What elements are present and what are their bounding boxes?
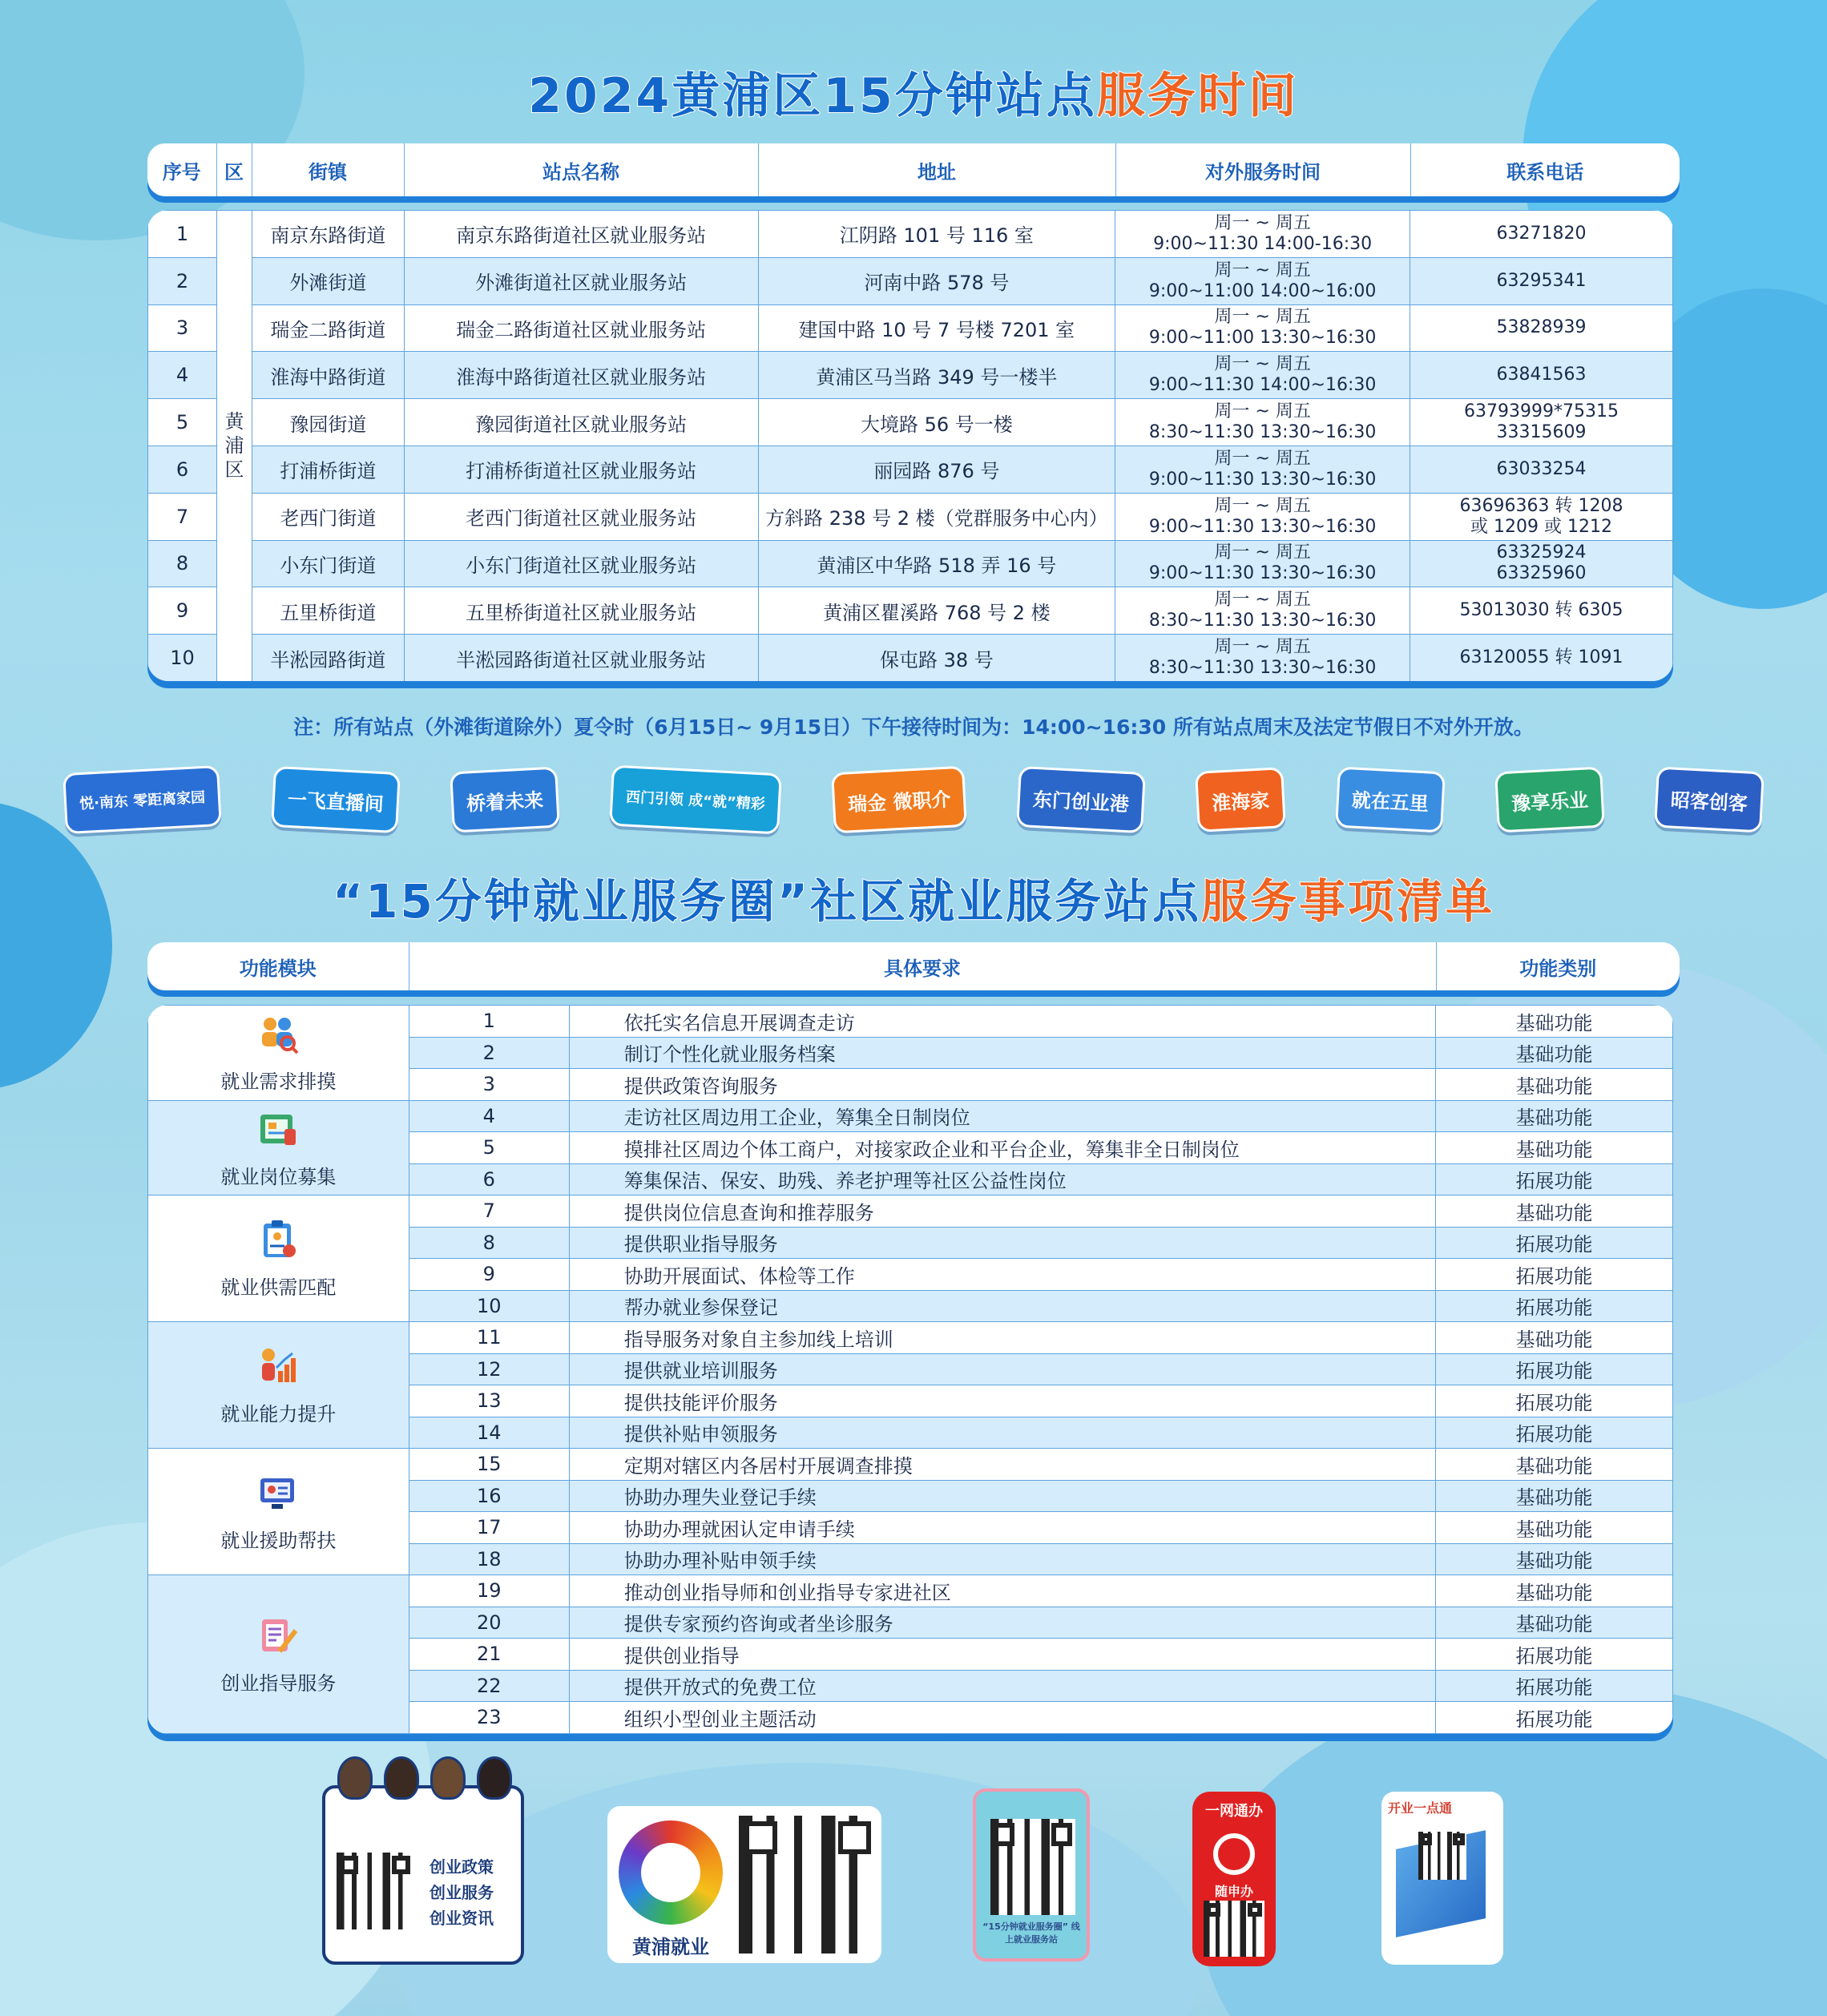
contact-phone: 53828939 <box>1410 304 1673 352</box>
service-days: 周一 ~ 周五 <box>1214 354 1311 375</box>
station-name: 瑞金二路街道社区就业服务站 <box>404 304 758 352</box>
district-label: 黄浦区 <box>224 410 244 482</box>
mascot-avatar <box>384 1756 419 1800</box>
station-address: 河南中路 578 号 <box>758 257 1115 304</box>
station-badge: 就在五里 <box>1335 767 1446 833</box>
column-header: 地址 <box>758 143 1115 196</box>
station-badge: 一飞直播间 <box>271 766 401 833</box>
service-time: 9:00~11:30 13:30~16:30 <box>1148 516 1377 537</box>
mascot-group <box>332 1756 518 1829</box>
street-name: 老西门街道 <box>252 493 404 540</box>
street-name: 淮海中路街道 <box>252 352 404 399</box>
module-content <box>148 1217 409 1300</box>
module-content <box>148 1107 409 1189</box>
item-requirement: 推动创业指导师和创业指导专家进社区 <box>569 1575 1435 1607</box>
contact-phone: 63793999*75315 33315609 <box>1410 399 1673 446</box>
table1-body <box>147 210 1673 681</box>
station-address: 江阴路 101 号 116 室 <box>758 211 1115 258</box>
station-badge: 桥着未来 <box>450 767 560 833</box>
qr-code[interactable] <box>1204 1901 1264 1957</box>
background-blob <box>0 801 112 1090</box>
station-name: 半淞园路街道社区就业服务站 <box>404 635 758 681</box>
service-days: 周一 ~ 周五 <box>1214 637 1311 658</box>
service-time-title <box>0 58 1827 127</box>
row-number: 6 <box>148 446 217 493</box>
card-caption: “15分钟就业服务圈” 线上就业服务站 <box>982 1921 1080 1945</box>
table-row <box>148 587 1673 635</box>
module-cell <box>148 1449 409 1575</box>
item-category: 基础功能 <box>1436 1322 1673 1354</box>
module-name: 创业指导服务 <box>220 1671 337 1695</box>
item-category: 拓展功能 <box>1436 1417 1673 1449</box>
item-requirement: 走访社区周边用工企业，筹集全日制岗位 <box>569 1100 1435 1132</box>
street-name: 五里桥街道 <box>252 587 404 635</box>
station-name: 南京东路街道社区就业服务站 <box>404 211 758 258</box>
module-content <box>148 1344 409 1426</box>
item-number: 18 <box>409 1543 569 1575</box>
station-badge: 淮海家 <box>1195 767 1286 833</box>
station-table <box>147 210 1673 681</box>
service-time: 9:00~11:30 13:30~16:30 <box>1148 563 1377 584</box>
service-days: 周一 ~ 周五 <box>1214 495 1311 516</box>
document-pen-icon <box>256 1613 300 1658</box>
service-time: 9:00~11:30 13:30~16:30 <box>1148 469 1377 490</box>
service-days: 周一 ~ 周五 <box>1214 401 1311 422</box>
station-badge: 昭客创客 <box>1654 767 1764 833</box>
station-address: 丽园路 876 号 <box>758 446 1115 493</box>
station-address: 保屯路 38 号 <box>758 635 1115 681</box>
module-name: 就业援助帮扶 <box>220 1530 337 1552</box>
title-main: 2024黄浦区15分钟站点 <box>528 68 1097 124</box>
item-number: 21 <box>409 1639 569 1671</box>
district-cell <box>216 211 252 682</box>
service-days: 周一 ~ 周五 <box>1214 542 1311 563</box>
item-number: 19 <box>409 1575 569 1607</box>
service-list-title <box>0 864 1827 931</box>
item-number: 4 <box>409 1100 569 1132</box>
qr-code[interactable] <box>1418 1832 1466 1880</box>
item-requirement: 协助办理就困认定申请手续 <box>569 1512 1435 1544</box>
row-number: 7 <box>148 493 217 540</box>
row-number: 5 <box>148 399 217 446</box>
module-cell <box>148 1006 409 1101</box>
item-category: 拓展功能 <box>1436 1353 1673 1385</box>
table-row <box>148 211 1673 258</box>
item-category: 拓展功能 <box>1436 1639 1673 1671</box>
module-name: 就业需求排摸 <box>220 1070 337 1094</box>
item-category: 基础功能 <box>1436 1069 1673 1101</box>
table-row <box>148 1006 1673 1038</box>
column-header: 街镇 <box>252 143 404 196</box>
table-row <box>148 493 1673 540</box>
gov-service-card <box>1192 1792 1276 1966</box>
table-row <box>148 446 1673 493</box>
service-hours <box>1115 399 1410 446</box>
item-category: 拓展功能 <box>1436 1163 1673 1195</box>
item-requirement: 协助办理补贴申领手续 <box>569 1543 1435 1575</box>
contact-phone: 63696363 转 1208 或 1209 或 1212 <box>1410 493 1673 540</box>
row-number: 3 <box>148 304 217 352</box>
item-requirement: 提供就业培训服务 <box>569 1353 1435 1385</box>
column-header: 对外服务时间 <box>1115 143 1410 196</box>
mascot-avatar <box>430 1756 466 1800</box>
table-row <box>148 1449 1673 1481</box>
contact-phone: 63271820 <box>1410 211 1673 258</box>
station-address: 大境路 56 号一楼 <box>758 399 1115 446</box>
item-requirement: 提供专家预约咨询或者坐诊服务 <box>569 1607 1435 1639</box>
item-category: 拓展功能 <box>1436 1670 1673 1702</box>
module-cell <box>148 1575 409 1734</box>
item-category: 拓展功能 <box>1436 1702 1673 1734</box>
street-name: 豫园街道 <box>252 399 404 446</box>
logo-inner <box>641 1843 700 1902</box>
item-number: 20 <box>409 1607 569 1639</box>
qr-code[interactable] <box>739 1816 877 1954</box>
item-category: 基础功能 <box>1436 1512 1673 1544</box>
summer-hours-note: 注：所有站点（外滩街道除外）夏令时（6月15日~ 9月15日）下午接待时间为：14:00~16:30 所有站点周末及法定节假日不对外开放。 <box>293 716 1534 739</box>
item-number: 15 <box>409 1449 569 1481</box>
item-requirement: 提供开放式的免费工位 <box>569 1670 1435 1702</box>
item-requirement: 筹集保洁、保安、助残、养老护理等社区公益性岗位 <box>569 1163 1435 1195</box>
street-name: 南京东路街道 <box>252 211 404 258</box>
table-row <box>148 1575 1673 1607</box>
table1-header <box>147 143 1680 196</box>
item-number: 2 <box>409 1037 569 1069</box>
item-requirement: 组织小型创业主题活动 <box>569 1702 1435 1734</box>
row-number: 1 <box>148 211 217 258</box>
item-number: 13 <box>409 1385 569 1417</box>
item-requirement: 指导服务对象自主参加线上培训 <box>569 1322 1435 1354</box>
item-requirement: 帮办就业参保登记 <box>569 1290 1435 1322</box>
street-name: 半淞园路街道 <box>252 635 404 681</box>
item-category: 基础功能 <box>1436 1607 1673 1639</box>
module-content <box>148 1011 409 1094</box>
station-badge: 悦·南东 零距离家园 <box>63 765 222 834</box>
item-requirement: 提供政策咨询服务 <box>569 1069 1435 1101</box>
card-label: 开业一点通 <box>1388 1800 1453 1816</box>
job-board-icon <box>256 1107 300 1151</box>
service-time: 8:30~11:30 13:30~16:30 <box>1148 611 1377 631</box>
item-category: 拓展功能 <box>1436 1385 1673 1417</box>
column-header: 站点名称 <box>404 143 758 196</box>
item-category: 拓展功能 <box>1436 1290 1673 1322</box>
table-row <box>148 540 1673 587</box>
clipboard-match-icon <box>256 1217 300 1262</box>
column-header: 功能类别 <box>1436 942 1680 990</box>
station-address: 黄浦区马当路 349 号一楼半 <box>758 352 1115 399</box>
station-name: 小东门街道社区就业服务站 <box>404 540 758 587</box>
row-number: 4 <box>148 352 217 399</box>
station-badge: 瑞金 微职介 <box>831 766 967 834</box>
station-badge: 豫享乐业 <box>1494 767 1605 833</box>
table2-body <box>147 1005 1673 1734</box>
item-category: 基础功能 <box>1436 1100 1673 1132</box>
item-requirement: 制订个性化就业服务档案 <box>569 1037 1435 1069</box>
item-requirement: 提供创业指导 <box>569 1639 1435 1671</box>
module-cell <box>148 1322 409 1449</box>
service-time: 9:00~11:00 13:30~16:30 <box>1148 328 1377 349</box>
growth-chart-icon <box>256 1344 300 1389</box>
item-number: 9 <box>409 1259 569 1291</box>
column-header: 区 <box>216 143 252 196</box>
station-address: 方斜路 238 号 2 楼（党群服务中心内） <box>758 493 1115 540</box>
module-cell <box>148 1195 409 1322</box>
item-requirement: 协助办理失业登记手续 <box>569 1480 1435 1512</box>
column-header: 联系电话 <box>1410 143 1680 196</box>
item-number: 11 <box>409 1322 569 1354</box>
service-hours <box>1115 211 1410 258</box>
item-category: 基础功能 <box>1436 1006 1673 1038</box>
item-number: 5 <box>409 1132 569 1164</box>
qr-code[interactable] <box>990 1819 1075 1915</box>
station-address: 黄浦区中华路 518 弄 16 号 <box>758 540 1115 587</box>
title-highlight: 服务事项清单 <box>1200 874 1494 929</box>
card-bottom-label: 随申办 <box>1214 1884 1253 1899</box>
station-badges <box>64 760 1763 840</box>
item-number: 17 <box>409 1512 569 1544</box>
module-name: 就业岗位募集 <box>220 1165 337 1188</box>
module-name: 就业能力提升 <box>220 1403 337 1425</box>
street-name: 小东门街道 <box>252 540 404 587</box>
table-row <box>148 352 1673 399</box>
table-row <box>148 635 1673 681</box>
service-hours <box>1115 493 1410 540</box>
menu-item[interactable]: 创业政策 <box>430 1857 494 1877</box>
item-number: 16 <box>409 1480 569 1512</box>
item-category: 基础功能 <box>1436 1132 1673 1164</box>
column-header: 具体要求 <box>409 942 1436 990</box>
table-row <box>148 257 1673 304</box>
online-station-card <box>973 1788 1090 1962</box>
service-days: 周一 ~ 周五 <box>1214 307 1311 328</box>
service-hours <box>1115 446 1410 493</box>
item-requirement: 协助开展面试、体检等工作 <box>569 1259 1435 1291</box>
service-hours <box>1115 352 1410 399</box>
item-requirement: 依托实名信息开展调查走访 <box>569 1006 1435 1038</box>
item-requirement: 提供技能评价服务 <box>569 1385 1435 1417</box>
service-hours <box>1115 540 1410 587</box>
station-badge: 东门创业港 <box>1016 766 1146 833</box>
business-start-card <box>1381 1792 1503 1965</box>
service-time: 9:00~11:00 14:00~16:00 <box>1148 280 1377 301</box>
item-requirement: 提供岗位信息查询和推荐服务 <box>569 1195 1435 1228</box>
item-number: 6 <box>409 1163 569 1195</box>
item-number: 3 <box>409 1069 569 1101</box>
contact-phone: 63295341 <box>1410 257 1673 304</box>
contact-phone: 63120055 转 1091 <box>1410 635 1673 681</box>
table2-header-bar <box>147 942 1680 990</box>
station-name: 豫园街道社区就业服务站 <box>404 399 758 446</box>
contact-phone: 63325924 63325960 <box>1410 540 1673 587</box>
table1-header-bar <box>147 143 1680 196</box>
station-name: 打浦桥街道社区就业服务站 <box>404 446 758 493</box>
title-main: “15分钟就业服务圈”社区就业服务站点 <box>333 874 1201 929</box>
item-requirement: 摸排社区周边个体工商户，对接家政企业和平台企业，筹集非全日制岗位 <box>569 1132 1435 1164</box>
item-requirement: 提供职业指导服务 <box>569 1227 1435 1259</box>
people-search-icon <box>256 1011 300 1056</box>
mascot-avatar <box>477 1756 512 1800</box>
service-hours <box>1115 587 1410 635</box>
table2-header <box>147 942 1680 990</box>
item-number: 14 <box>409 1417 569 1449</box>
card-top-label: 一网通办 <box>1205 1803 1263 1820</box>
station-name: 淮海中路街道社区就业服务站 <box>404 352 758 399</box>
item-category: 拓展功能 <box>1436 1259 1673 1291</box>
service-time: 8:30~11:30 13:30~16:30 <box>1148 422 1377 443</box>
logo-text: 黄浦就业 <box>632 1936 709 1958</box>
item-number: 12 <box>409 1353 569 1385</box>
e-logo-icon <box>1213 1833 1255 1875</box>
service-hours <box>1115 257 1410 304</box>
item-number: 8 <box>409 1227 569 1259</box>
station-name: 老西门街道社区就业服务站 <box>404 493 758 540</box>
item-number: 1 <box>409 1006 569 1038</box>
item-category: 基础功能 <box>1436 1480 1673 1512</box>
contact-phone: 53013030 转 6305 <box>1410 587 1673 635</box>
item-number: 7 <box>409 1195 569 1228</box>
column-header: 序号 <box>162 160 201 183</box>
support-screen-icon <box>256 1470 300 1515</box>
table-row <box>148 1100 1673 1132</box>
module-content <box>148 1470 409 1553</box>
street-name: 外滩街道 <box>252 257 404 304</box>
service-days: 周一 ~ 周五 <box>1214 448 1311 469</box>
service-days: 周一 ~ 周五 <box>1214 260 1311 280</box>
row-number: 9 <box>148 587 217 635</box>
qr-code[interactable] <box>337 1853 413 1929</box>
station-name: 外滩街道社区就业服务站 <box>404 257 758 304</box>
entrepreneurship-card <box>322 1785 524 1965</box>
item-requirement: 定期对辖区内各居村开展调查排摸 <box>569 1449 1435 1481</box>
station-address: 建国中路 10 号 7 号楼 7201 室 <box>758 304 1115 352</box>
row-number: 2 <box>148 257 217 304</box>
service-time: 8:30~11:30 13:30~16:30 <box>1148 658 1377 679</box>
row-number: 8 <box>148 540 217 587</box>
menu-item[interactable]: 创业资讯 <box>430 1909 494 1928</box>
service-items-table <box>147 1005 1673 1734</box>
contact-phone: 63033254 <box>1410 446 1673 493</box>
mascot-avatar <box>337 1756 373 1800</box>
item-category: 基础功能 <box>1436 1575 1673 1607</box>
street-name: 瑞金二路街道 <box>252 304 404 352</box>
item-category: 基础功能 <box>1436 1449 1673 1481</box>
station-address: 黄浦区瞿溪路 768 号 2 楼 <box>758 587 1115 635</box>
item-category: 基础功能 <box>1436 1037 1673 1069</box>
table-row <box>148 304 1673 352</box>
item-category: 基础功能 <box>1436 1543 1673 1575</box>
street-name: 打浦桥街道 <box>252 446 404 493</box>
item-category: 拓展功能 <box>1436 1227 1673 1259</box>
table-row <box>148 1195 1673 1228</box>
table-row <box>148 399 1673 446</box>
service-days: 周一 ~ 周五 <box>1214 212 1311 233</box>
item-category: 基础功能 <box>1436 1195 1673 1228</box>
service-days: 周一 ~ 周五 <box>1214 590 1311 611</box>
contact-phone: 63841563 <box>1410 352 1673 399</box>
column-header: 功能模块 <box>239 957 317 980</box>
module-name: 就业供需匹配 <box>220 1276 337 1299</box>
table-row <box>148 1322 1673 1354</box>
module-content <box>148 1613 409 1695</box>
station-badge: 西门引领 成“就”精彩 <box>609 765 782 835</box>
huangpu-employment-card <box>607 1806 881 1963</box>
item-number: 22 <box>409 1670 569 1702</box>
card-menu <box>430 1854 518 1931</box>
item-number: 23 <box>409 1702 569 1734</box>
row-number: 10 <box>148 635 217 681</box>
item-requirement: 提供补贴申领服务 <box>569 1417 1435 1449</box>
service-hours <box>1115 304 1410 352</box>
station-name: 五里桥街道社区就业服务站 <box>404 587 758 635</box>
service-hours <box>1115 635 1410 681</box>
service-time: 9:00~11:30 14:00-16:30 <box>1153 233 1373 254</box>
title-highlight: 服务时间 <box>1096 68 1299 124</box>
module-cell <box>148 1100 409 1195</box>
menu-item[interactable]: 创业服务 <box>430 1883 494 1902</box>
item-number: 10 <box>409 1290 569 1322</box>
service-time: 9:00~11:30 14:00~16:30 <box>1148 375 1377 396</box>
